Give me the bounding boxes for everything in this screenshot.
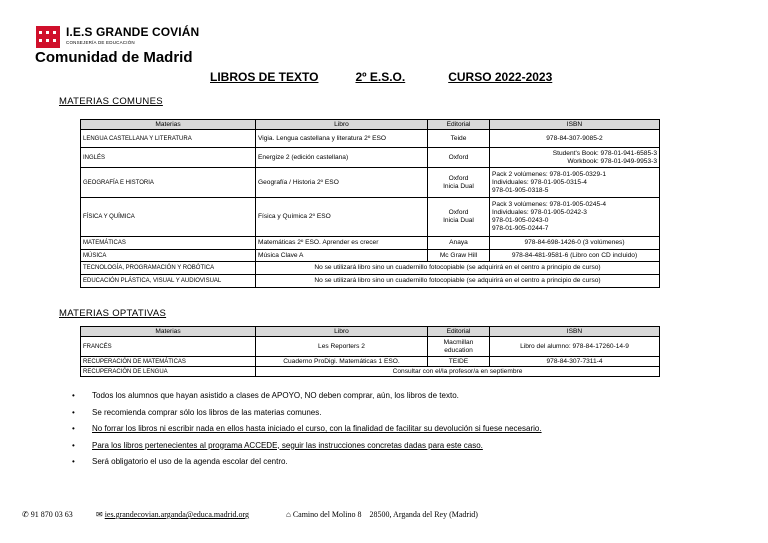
list-item: • Será obligatorio el uso de la agenda escolar del centro. — [72, 457, 542, 474]
table-row — [81, 198, 660, 237]
list-item: • No forrar los libros ni escribir nada en ellos hasta iniciado el curso, con la finalidad de facilitar su devolución si fuese necesario. — [72, 424, 542, 441]
section-heading-optional: MATERIAS OPTATIVAS — [59, 308, 167, 319]
subject-cell: RECUPERACIÓN DE MATEMÁTICAS — [81, 357, 256, 367]
note-cell: No se utilizará libro sino un cuadernillo fotocopiable (se adquirirá en el centro a principio de curso) — [256, 262, 660, 275]
book-cell: Energize 2 (edición castellana) — [256, 148, 428, 168]
book-cell: Música Clave A — [256, 250, 428, 262]
subject-cell: FRANCÉS — [81, 337, 256, 357]
column-header: Libro — [256, 327, 428, 337]
table-row — [81, 337, 660, 357]
publisher-cell: Oxford Inicia Dual — [428, 198, 490, 237]
subject-cell: EDUCACIÓN PLÁSTICA, VISUAL Y AUDIOVISUAL — [81, 275, 256, 288]
publisher-cell: Teide — [428, 130, 490, 148]
isbn-cell: 978-84-307-9085-2 — [490, 130, 660, 148]
table-row — [81, 237, 660, 250]
column-header: Editorial — [428, 327, 490, 337]
subject-cell: MÚSICA — [81, 250, 256, 262]
isbn-cell: 978-84-698-1426-0 (3 volúmenes) — [490, 237, 660, 250]
book-cell: Vigia. Lengua castellana y literatura 2º ESO — [256, 130, 428, 148]
book-cell: Geografía / Historia 2º ESO — [256, 168, 428, 198]
table-header-row — [81, 327, 660, 337]
book-cell: Física y Química 2º ESO — [256, 198, 428, 237]
table-row — [81, 148, 660, 168]
subject-cell: INGLÉS — [81, 148, 256, 168]
subject-cell: TECNOLOGÍA, PROGRAMACIÓN Y ROBÓTICA — [81, 262, 256, 275]
table-row — [81, 250, 660, 262]
subject-cell: FÍSICA Y QUÍMICA — [81, 198, 256, 237]
list-item: • Todos los alumnos que hayan asistido a clases de APOYO, NO deben comprar, aún, los libros de texto. — [72, 391, 542, 408]
isbn-cell: 978-84-481-9581-6 (Libro con CD incluido) — [490, 250, 660, 262]
footer-address: ⌂ Camino del Molino 8 28500, Arganda del Rey (Madrid) — [286, 510, 478, 519]
publisher-cell: Oxford Inicia Dual — [428, 168, 490, 198]
section-heading-common: MATERIAS COMUNES — [59, 96, 163, 107]
subject-cell: LENGUA CASTELLANA Y LITERATURA — [81, 130, 256, 148]
book-cell: Matemáticas 2º ESO. Aprender es crecer — [256, 237, 428, 250]
school-name: I.E.S GRANDE COVIÁN — [66, 25, 200, 39]
page-title: LIBROS DE TEXTO 2º E.S.O. CURSO 2022-2023 — [210, 70, 553, 84]
publisher-cell: Mc Graw Hill — [428, 250, 490, 262]
list-item: • Se recomienda comprar sólo los libros de las materias comunes. — [72, 408, 542, 425]
table-row — [81, 130, 660, 148]
column-header: Materias — [81, 327, 256, 337]
isbn-cell: Student's Book: 978-01-941-6585-3 Workbook: 978-01-949-9953-3 — [490, 148, 660, 168]
mail-icon: ✉ — [96, 510, 103, 519]
notes-list — [72, 391, 542, 474]
note-cell: No se utilizará libro sino un cuadernillo fotocopiable (se adquirirá en el centro a principio de curso) — [256, 275, 660, 288]
publisher-cell: TEIDE — [428, 357, 490, 367]
isbn-cell: 978-84-307-7311-4 — [490, 357, 660, 367]
phone-icon: ✆ — [22, 510, 29, 519]
column-header: ISBN — [490, 120, 660, 130]
publisher-cell: Oxford — [428, 148, 490, 168]
madrid-flag-logo — [36, 26, 60, 48]
isbn-cell: Libro del alumno: 978-84-17260-14-9 — [490, 337, 660, 357]
optional-subjects-table — [80, 326, 660, 377]
table-header-row — [81, 120, 660, 130]
isbn-cell: Pack 3 volúmenes: 978-01-905-0245-4 Individuales: 978-01-905-0242-3 978-01-905-0243-0 978-01-905-0244-7 — [490, 198, 660, 237]
column-header: Editorial — [428, 120, 490, 130]
common-subjects-table — [80, 119, 660, 288]
table-row — [81, 275, 660, 288]
table-row — [81, 168, 660, 198]
book-cell: Les Reporters 2 — [256, 337, 428, 357]
subject-cell: RECUPERACIÓN DE LENGUA — [81, 367, 256, 377]
table-row — [81, 357, 660, 367]
table-row — [81, 262, 660, 275]
list-item: • Para los libros pertenecientes al programa ACCEDE, seguir las instrucciones concretas dadas para este caso. — [72, 441, 542, 458]
note-cell: Consultar con el/la profesor/a en septiembre — [256, 367, 660, 377]
home-icon: ⌂ — [286, 510, 291, 519]
footer-phone: ✆ 91 870 03 63 — [22, 510, 73, 519]
subject-cell: MATEMÁTICAS — [81, 237, 256, 250]
isbn-cell: Pack 2 volúmenes: 978-01-905-0329-1 Individuales: 978-01-905-0315-4 978-01-905-0318-5 — [490, 168, 660, 198]
subject-cell: GEOGRAFÍA E HISTORIA — [81, 168, 256, 198]
publisher-cell: Anaya — [428, 237, 490, 250]
region-name: Comunidad de Madrid — [35, 49, 193, 66]
publisher-cell: Macmillan education — [428, 337, 490, 357]
column-header: Materias — [81, 120, 256, 130]
book-cell: Cuaderno ProDigi. Matemáticas 1 ESO. — [256, 357, 428, 367]
table-row — [81, 367, 660, 377]
footer-email[interactable]: ✉ ies.grandecovian.arganda@educa.madrid.org — [96, 510, 250, 519]
school-subtitle: CONSEJERÍA DE EDUCACIÓN — [66, 40, 135, 45]
column-header: Libro — [256, 120, 428, 130]
column-header: ISBN — [490, 327, 660, 337]
